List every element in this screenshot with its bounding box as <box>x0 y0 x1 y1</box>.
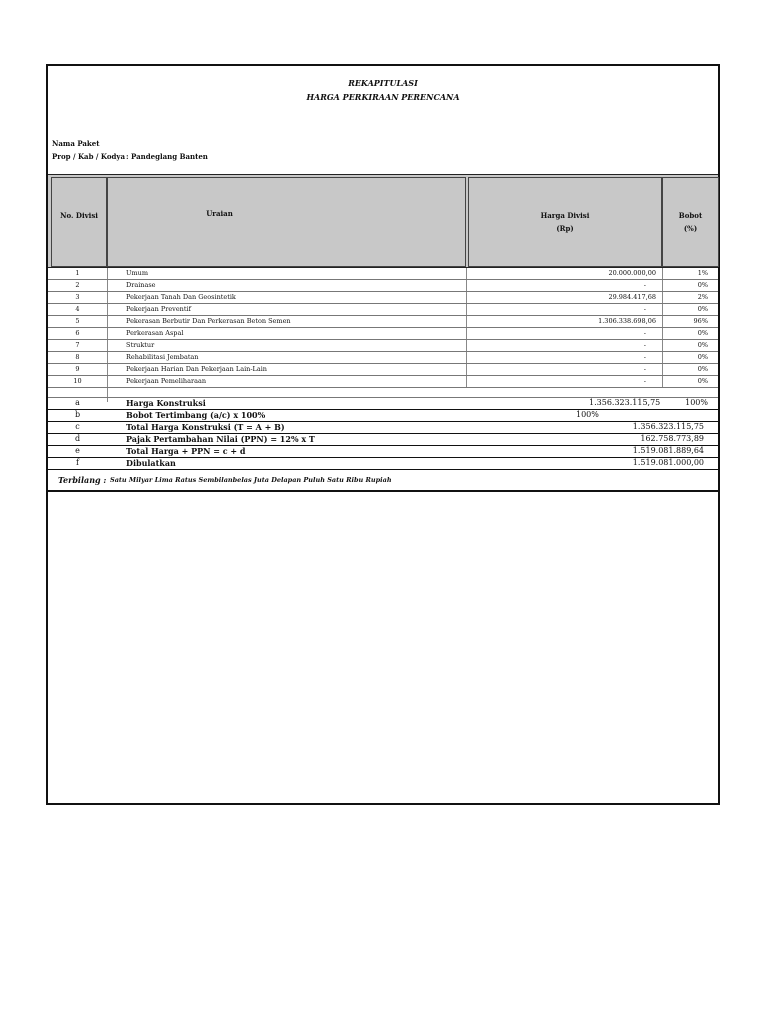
table-row: 7 Struktur - 0% <box>48 340 718 352</box>
header-harga-unit: (Rp) <box>556 224 574 233</box>
header-uraian: Uraian <box>206 209 233 218</box>
table-row: 10 Pekerjaan Pemeliharaan - 0% <box>48 376 718 388</box>
table-row: 2 Drainase - 0% <box>48 280 718 292</box>
doc-title: REKAPITULASI <box>348 78 418 88</box>
terbilang-label: Terbilang : <box>58 475 107 485</box>
header-no-divisi: No. Divisi <box>60 211 98 220</box>
table-row: 9 Pekerjaan Harian Dan Pekerjaan Lain-Lain - 0% <box>48 364 718 376</box>
summary-row-e: e Total Harga + PPN = c + d 1.519.081.889,64 <box>48 446 718 458</box>
document-frame <box>46 64 720 805</box>
header-bobot-unit: (%) <box>683 224 698 233</box>
terbilang-row <box>48 470 718 492</box>
spacer-row <box>48 388 718 398</box>
summary-row-f: f Dibulatkan 1.519.081.000,00 <box>48 458 718 470</box>
summary-row-c: c Total Harga Konstruksi (T = A + B) 1.356.323.115,75 <box>48 422 718 434</box>
table-row: 8 Rehabilitasi Jembatan - 0% <box>48 352 718 364</box>
terbilang-text: Satu Milyar Lima Ratus Sembilanbelas Juta Delapan Puluh Satu Ribu Rupiah <box>110 476 392 484</box>
table-row: 3 Pekerjaan Tanah Dan Geosintetik 29.984.417,68 2% <box>48 292 718 304</box>
table-row: 1 Umum 20.000.000,00 1% <box>48 268 718 280</box>
table-row: 6 Perkerasan Aspal - 0% <box>48 328 718 340</box>
location-label: Prop / Kab / Kodya <box>52 152 125 161</box>
table-row: 5 Pekerasan Berbutir Dan Perkerasan Beton Semen 1.306.338.698,06 96% <box>48 316 718 328</box>
doc-subtitle: HARGA PERKIRAAN PERENCANA <box>306 92 460 102</box>
table-row: 4 Pekerjaan Preventif - 0% <box>48 304 718 316</box>
nama-paket-label: Nama Paket <box>52 139 100 148</box>
location-value: : Pandeglang Banten <box>126 152 208 161</box>
header-harga-divisi: Harga Divisi <box>540 211 590 220</box>
summary-row-d: d Pajak Pertambahan Nilai (PPN) = 12% x T 162.758.773,89 <box>48 434 718 446</box>
summary-row-a: a Harga Konstruksi 1.356.323.115,75 100% <box>48 398 718 410</box>
header-bobot: Bobot <box>678 211 703 220</box>
summary-row-b: b Bobot Tertimbang (a/c) x 100% 100% <box>48 410 718 422</box>
